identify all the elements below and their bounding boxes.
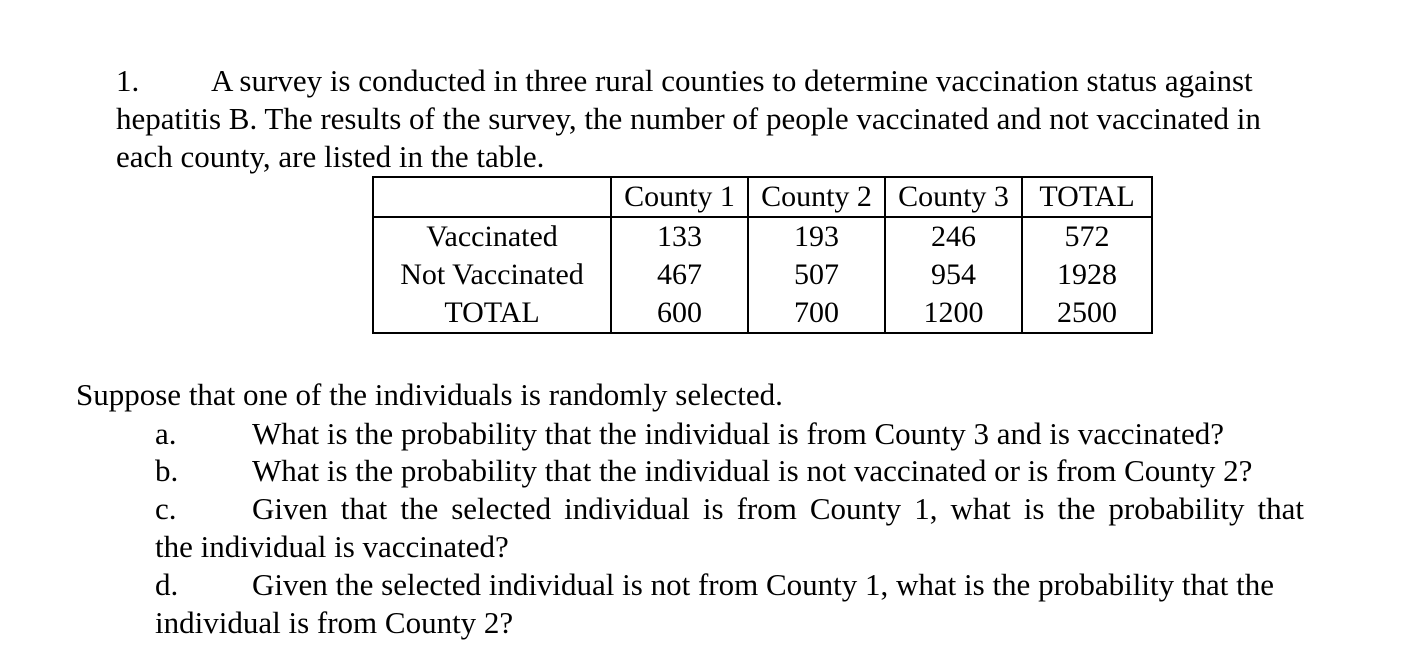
table-cell: 133 <box>611 217 748 256</box>
question-d-letter: d. <box>155 567 179 602</box>
table-cell: 1928 <box>1022 256 1152 294</box>
table-row <box>373 256 1152 294</box>
table-cell: 246 <box>885 217 1022 256</box>
table-cell: 507 <box>748 256 885 294</box>
question-a-text: What is the probability that the individual is from County 3 and is vaccinated? <box>252 416 1224 451</box>
table-header-total: TOTAL <box>1022 177 1152 217</box>
question-d-text-line-2: individual is from County 2? <box>155 605 514 640</box>
table-cell: 700 <box>748 294 885 333</box>
table-cell: 954 <box>885 256 1022 294</box>
table-cell: 1200 <box>885 294 1022 333</box>
question-c-text-line-2: the individual is vaccinated? <box>155 529 509 564</box>
table-header-blank <box>373 177 611 217</box>
problem-number: 1. <box>116 63 140 98</box>
table-cell: 572 <box>1022 217 1152 256</box>
question-c-text-line-1: Given that the selected individual is from County 1, what is the probability that <box>252 491 1304 526</box>
problem-intro-line-3: each county, are listed in the table. <box>116 139 545 174</box>
question-b-text: What is the probability that the individual is not vaccinated or is from County 2? <box>252 453 1253 488</box>
table-header-row <box>373 177 1152 217</box>
question-b-letter: b. <box>155 453 179 488</box>
question-d-text-line-1: Given the selected individual is not from County 1, what is the probability that the <box>252 567 1274 602</box>
questions-lead: Suppose that one of the individuals is randomly selected. <box>76 377 783 412</box>
table-header-county-1: County 1 <box>611 177 748 217</box>
question-a-letter: a. <box>155 416 177 451</box>
row-label: Vaccinated <box>373 217 611 256</box>
table-cell: 467 <box>611 256 748 294</box>
table-header-county-2: County 2 <box>748 177 885 217</box>
table-cell: 600 <box>611 294 748 333</box>
table-cell: 193 <box>748 217 885 256</box>
problem-intro-line-1: A survey is conducted in three rural counties to determine vaccination status against <box>211 63 1253 98</box>
table-row <box>373 217 1152 256</box>
row-label: TOTAL <box>373 294 611 333</box>
problem-intro-line-2: hepatitis B. The results of the survey, the number of people vaccinated and not vaccinated in <box>116 101 1261 136</box>
vaccination-table <box>372 176 1153 334</box>
question-c-letter: c. <box>155 491 177 526</box>
row-label: Not Vaccinated <box>373 256 611 294</box>
table-row <box>373 294 1152 333</box>
table-cell: 2500 <box>1022 294 1152 333</box>
table-header-county-3: County 3 <box>885 177 1022 217</box>
